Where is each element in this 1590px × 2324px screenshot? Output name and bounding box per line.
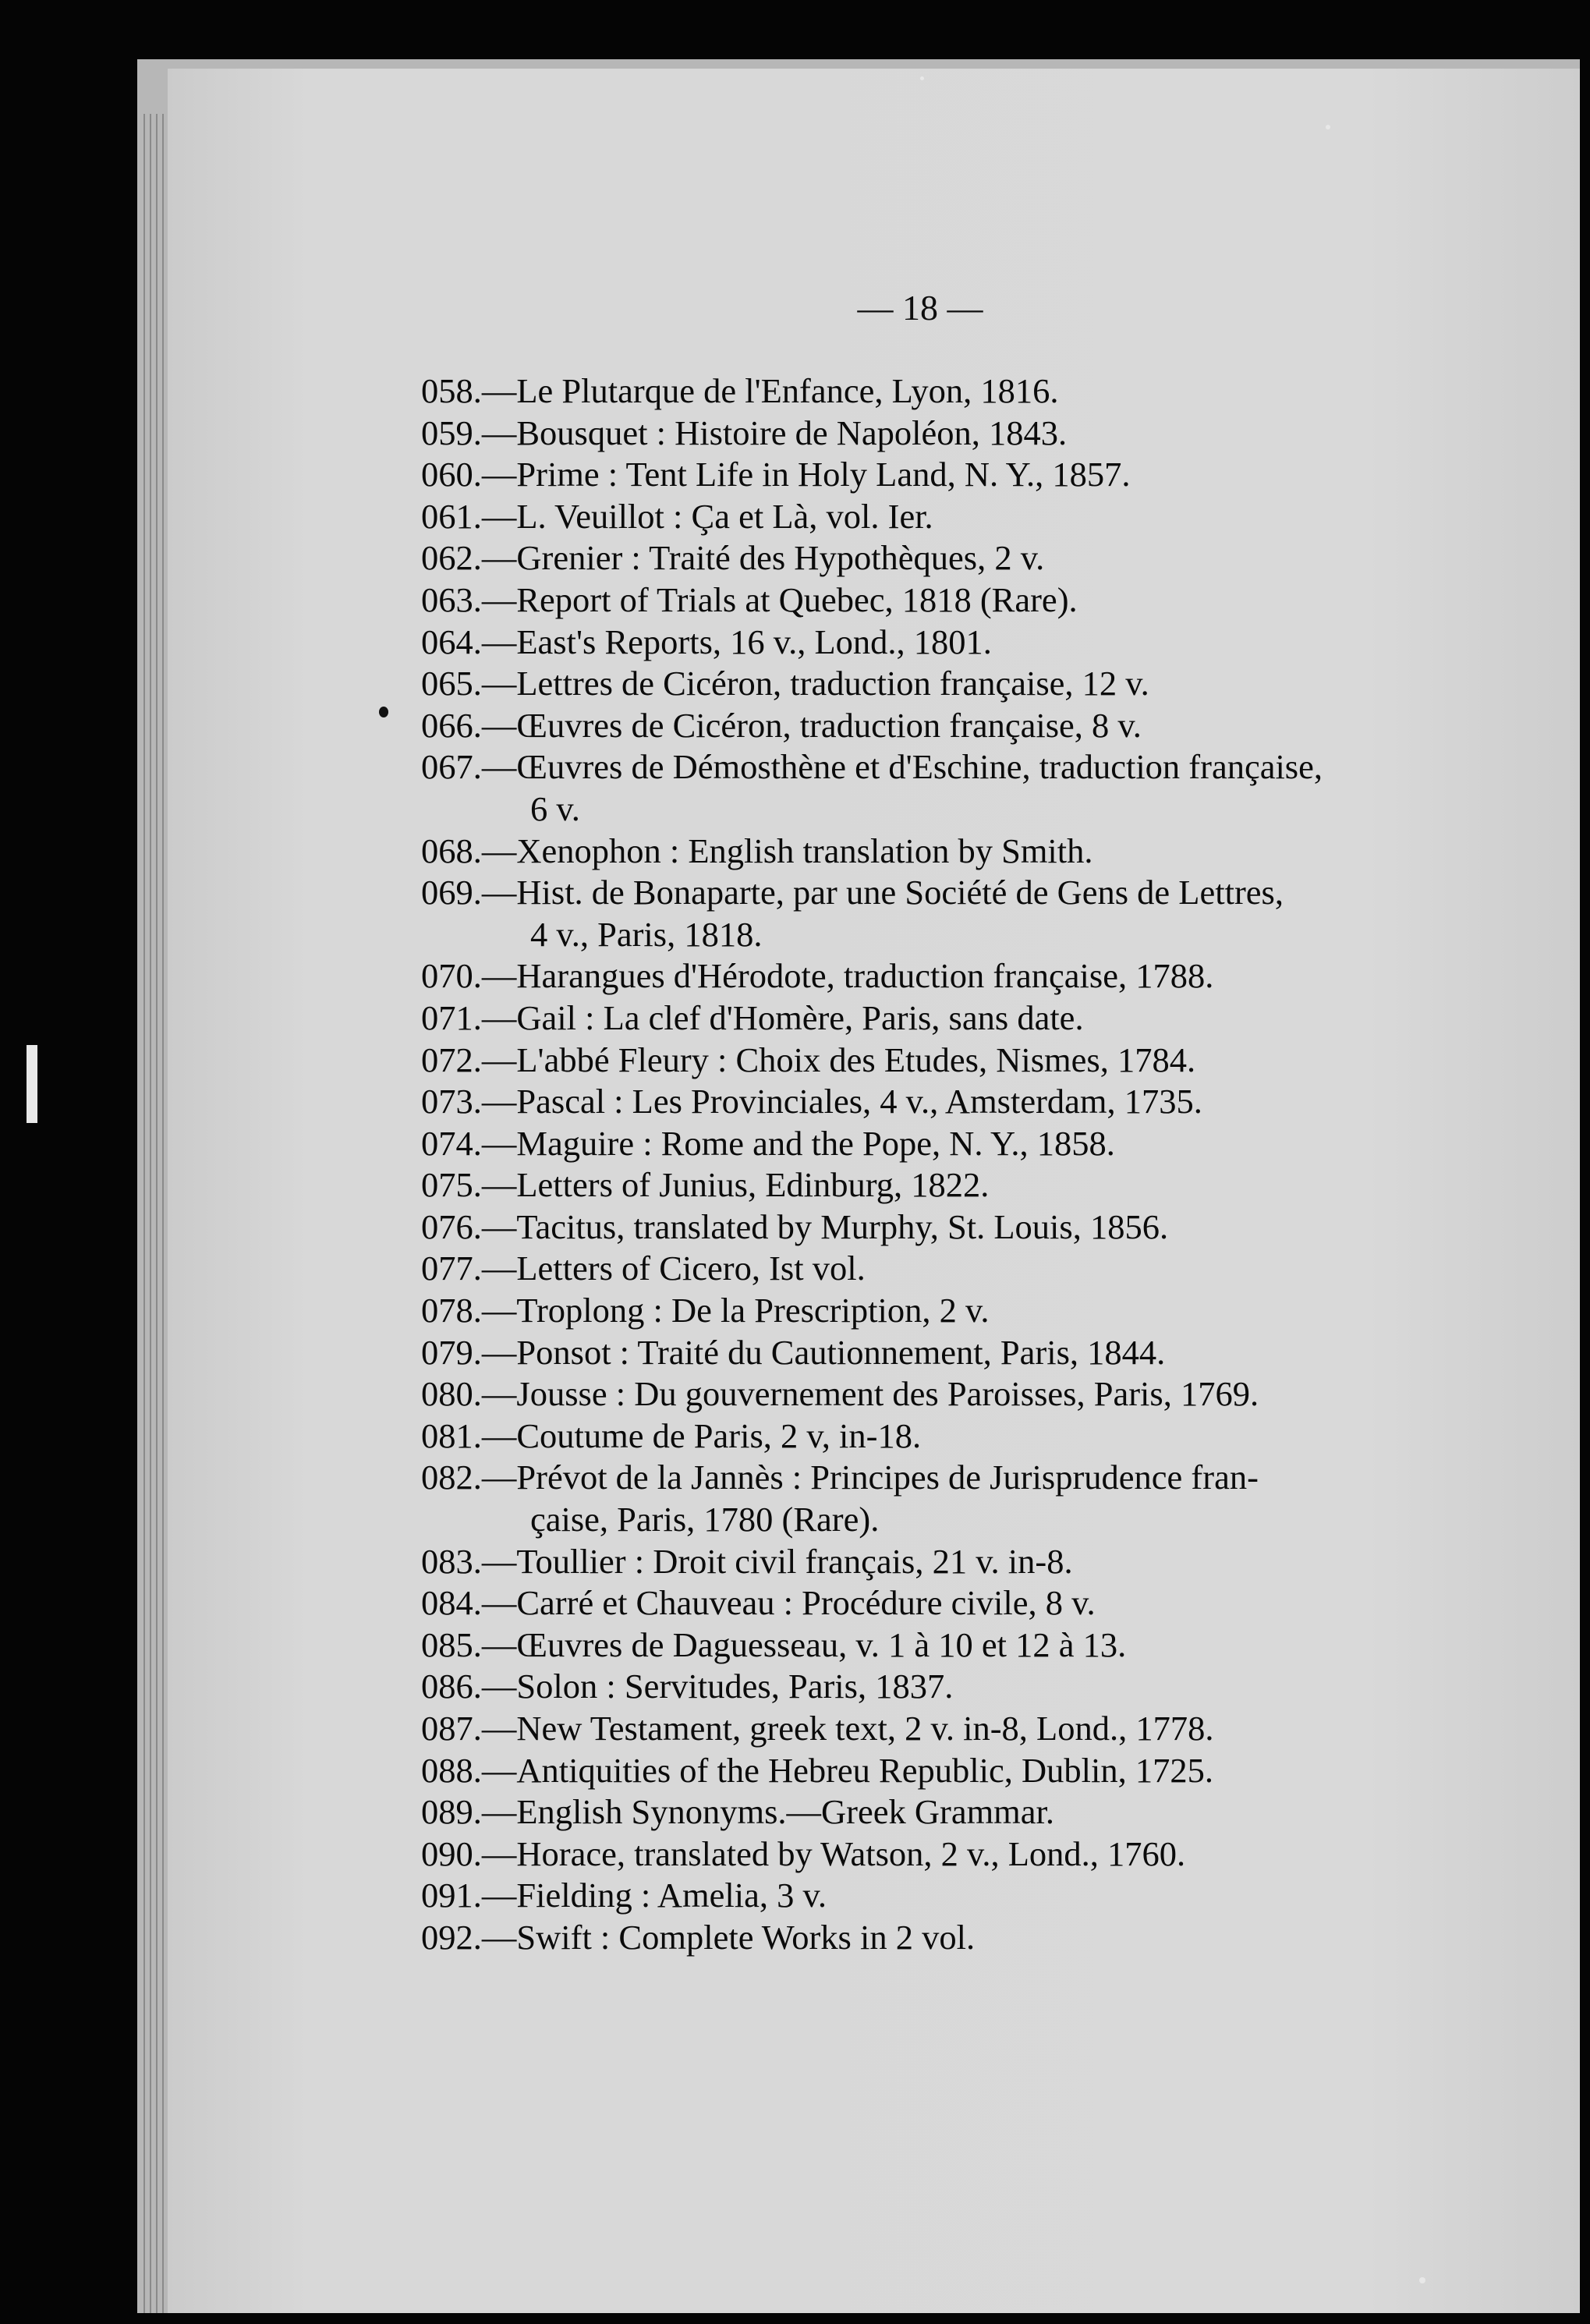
catalogue-entry: 092.—Swift : Complete Works in 2 vol. — [421, 1917, 976, 1957]
catalogue-entry: 073.—Pascal : Les Provinciales, 4 v., Amsterdam, 1735. — [421, 1082, 1202, 1121]
catalogue-entry-continuation: 4 v., Paris, 1818. — [530, 914, 763, 954]
catalogue-entry: 067.—Œuvres de Démosthène et d'Eschine, traduction française, — [421, 747, 1323, 787]
catalogue-entry: 091.—Fielding : Amelia, 3 v. — [421, 1876, 827, 1915]
scan-artifact — [27, 1045, 37, 1123]
catalogue-entry: 071.—Gail : La clef d'Homère, Paris, sans date. — [421, 997, 1084, 1037]
catalogue-entry-continuation: 6 v. — [530, 788, 580, 828]
catalogue-entry: 085.—Œuvres de Daguesseau, v. 1 à 10 et 12 à 13. — [421, 1624, 1127, 1664]
catalogue-entry: 084.—Carré et Chauveau : Procédure civile, 8 v. — [421, 1583, 1096, 1623]
catalogue-entry: 082.—Prévot de la Jannès : Principes de Jurisprudence fran- — [421, 1458, 1259, 1497]
catalogue-entry: 089.—English Synonyms.—Greek Grammar. — [421, 1792, 1055, 1832]
catalogue-entry: 087.—New Testament, greek text, 2 v. in-8, Lond., 1778. — [421, 1709, 1214, 1748]
catalogue-entry: 069.—Hist. de Bonaparte, par une Société de Gens de Lettres, — [421, 873, 1284, 912]
catalogue-entry: 061.—L. Veuillot : Ça et Là, vol. Ier. — [421, 496, 933, 536]
catalogue-entry: 074.—Maguire : Rome and the Pope, N. Y., 1858. — [421, 1123, 1115, 1163]
catalogue-entry: 066.—Œuvres de Cicéron, traduction française, 8 v. — [421, 705, 1142, 745]
catalogue-entry: 059.—Bousquet : Histoire de Napoléon, 1843. — [421, 413, 1068, 452]
catalogue-entry: 080.—Jousse : Du gouvernement des Paroisses, Paris, 1769. — [421, 1374, 1259, 1414]
catalogue-entry: 081.—Coutume de Paris, 2 v, in-18. — [421, 1415, 922, 1455]
catalogue-entry: 058.—Le Plutarque de l'Enfance, Lyon, 1816. — [421, 371, 1059, 410]
catalogue-entry: 079.—Ponsot : Traité du Cautionnement, Paris, 1844. — [421, 1332, 1166, 1372]
catalogue-entry: 070.—Harangues d'Hérodote, traduction française, 1788. — [421, 956, 1214, 996]
paper-speck — [1326, 125, 1330, 129]
catalogue-entry: 065.—Lettres de Cicéron, traduction française, 12 v. — [421, 664, 1149, 703]
catalogue-entry: 062.—Grenier : Traité des Hypothèques, 2 v. — [421, 538, 1045, 578]
catalogue-entry: 064.—East's Reports, 16 v., Lond., 1801. — [421, 622, 992, 661]
bullet-mark — [379, 707, 388, 717]
catalogue-entry: 086.—Solon : Servitudes, Paris, 1837. — [421, 1667, 954, 1706]
catalogue-entry: 083.—Toullier : Droit civil français, 21 v. in-8. — [421, 1541, 1073, 1581]
page-number: — 18 — — [857, 288, 983, 328]
catalogue-entry: 068.—Xenophon : English translation by Smith. — [421, 831, 1093, 870]
catalogue-entry: 072.—L'abbé Fleury : Choix des Etudes, Nismes, 1784. — [421, 1040, 1196, 1079]
catalogue-entry: 088.—Antiquities of the Hebreu Republic, Dublin, 1725. — [421, 1750, 1213, 1790]
catalogue-entry: 075.—Letters of Junius, Edinburg, 1822. — [421, 1165, 990, 1205]
catalogue-entry: 076.—Tacitus, translated by Murphy, St. Louis, 1856. — [421, 1206, 1169, 1246]
catalogue-entry: 077.—Letters of Cicero, Ist vol. — [421, 1249, 866, 1288]
catalogue-entry: 060.—Prime : Tent Life in Holy Land, N. Y., 1857. — [421, 455, 1131, 494]
paper-speck — [920, 76, 924, 80]
catalogue-entry-continuation: çaise, Paris, 1780 (Rare). — [530, 1500, 880, 1539]
catalogue-entry: 090.—Horace, translated by Watson, 2 v., Lond., 1760. — [421, 1833, 1186, 1873]
catalogue-entry: 078.—Troplong : De la Prescription, 2 v. — [421, 1291, 990, 1330]
catalogue-entry: 063.—Report of Trials at Quebec, 1818 (Rare). — [421, 579, 1078, 619]
catalogue-list — [421, 370, 1482, 1959]
paper-speck — [1419, 2277, 1425, 2283]
